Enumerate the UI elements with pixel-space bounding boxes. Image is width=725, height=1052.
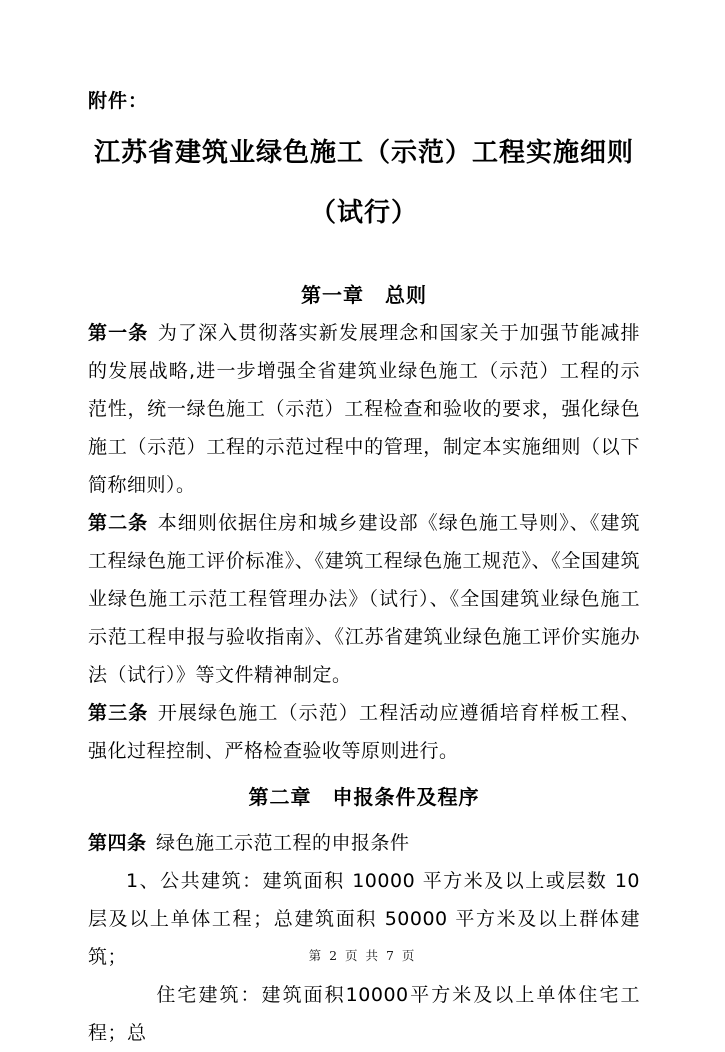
article-1-paragraph [88, 314, 640, 504]
article-4-paragraph [88, 824, 640, 862]
document-title-line1: 江苏省建筑业绿色施工（示范）工程实施细则 [93, 138, 634, 168]
article-4-label: 第四条 [88, 832, 147, 854]
article-3-paragraph [88, 694, 640, 770]
article-3-label: 第三条 [88, 702, 149, 724]
document-title-line2: （试行） [309, 198, 418, 228]
article-2-paragraph [88, 504, 640, 694]
attachment-label: 附件： [88, 90, 149, 112]
article-2-text: 本细则依据住房和城乡建设部《绿色施工导则》、《建筑工程绿色施工评价标准》、《建筑工程绿色施工规范》、《全国建筑业绿色施工示范工程管理办法》（试行）、《全国建筑业绿色施工示范工程申报与验收指南》、《江苏省建筑业绿色施工评价实施办法（试行）》等文件精神制定。 [88, 512, 640, 686]
residential-building-criteria-paragraph: 住宅建筑：建筑面积10000平方米及以上单体住宅工程；总 [88, 984, 640, 1044]
article-1-text: 为了深入贯彻落实新发展理念和国家关于加强节能减排的发展战略,进一步增强全省建筑业绿色施工（示范）工程的示范性，统一绿色施工（示范）工程检查和验收的要求，强化绿色施工（示范）工程的示范过程中的管理，制定本实施细则（以下简称细则）。 [88, 322, 640, 496]
article-4-text: 绿色施工示范工程的申报条件 [156, 832, 410, 854]
chapter-1-heading: 第一章 总则 [301, 283, 427, 307]
chapter-2-heading: 第二章 申报条件及程序 [248, 785, 480, 809]
article-2-label: 第二条 [88, 512, 149, 534]
page-number-footer: 第 2 页 共 7 页 [308, 948, 417, 963]
public-building-criteria-paragraph: 1、公共建筑：建筑面积 10000 平方米及以上或层数 10 层及以上单体工程；总建筑面积 50000 平方米及以上群体建筑； [88, 870, 640, 968]
article-3-text: 开展绿色施工（示范）工程活动应遵循培育样板工程、强化过程控制、严格检查验收等原则进行。 [88, 702, 640, 762]
article-1-label: 第一条 [88, 322, 149, 344]
